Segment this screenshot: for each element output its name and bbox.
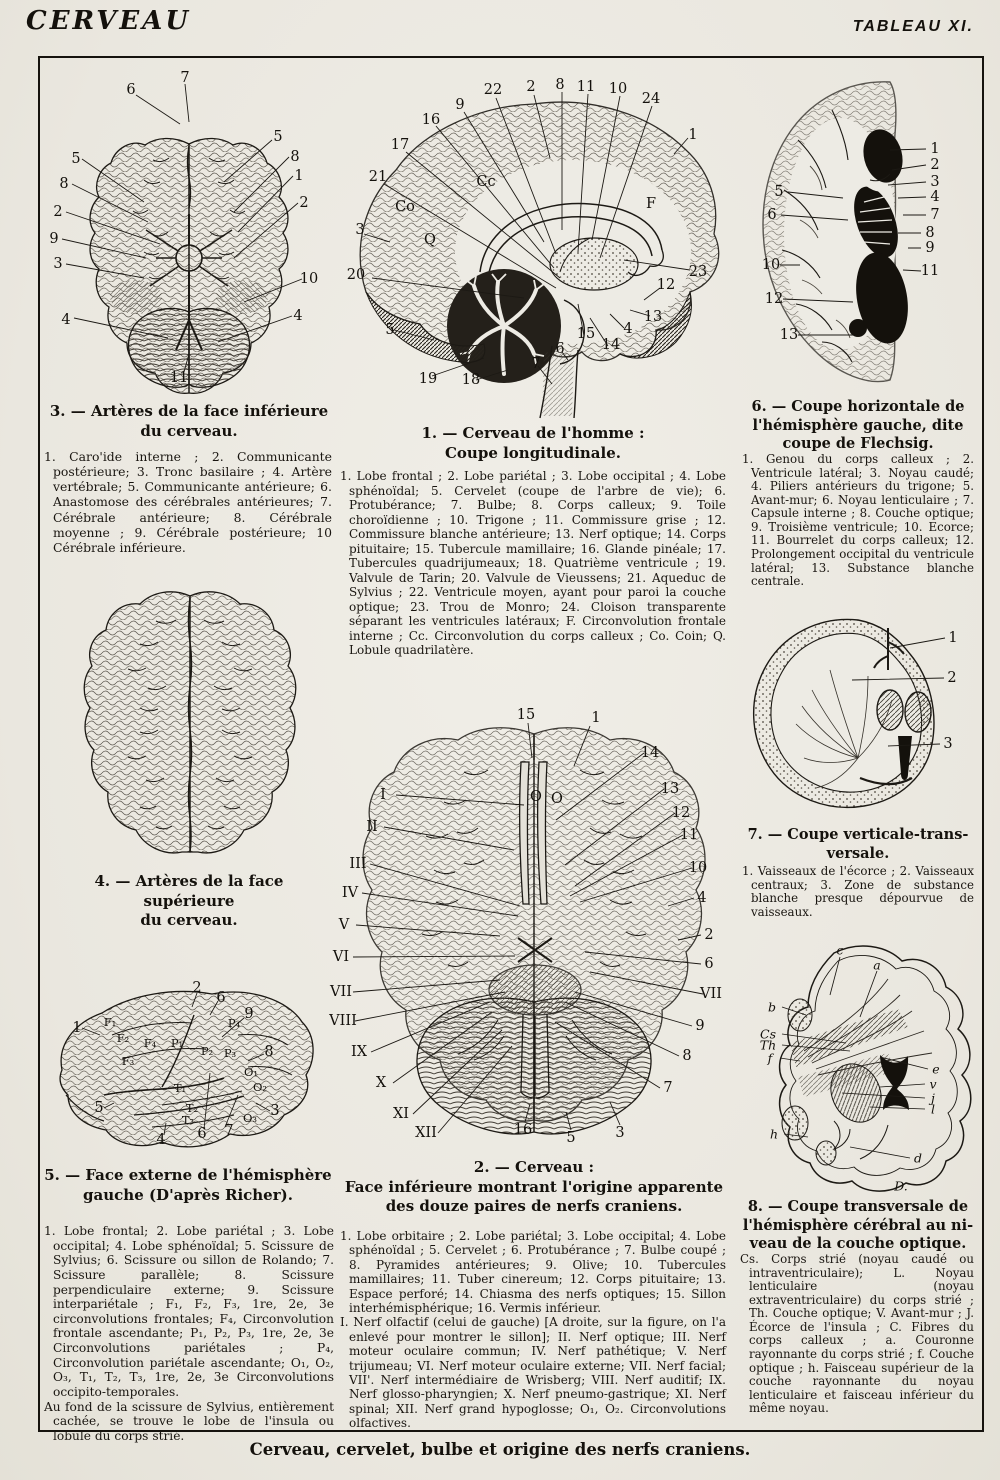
figure-label: F [645,196,657,212]
figure-label: 7 [531,356,541,372]
brain-superior-view-drawing [60,580,320,865]
figure-label: O₂ [252,1080,268,1094]
figure-label: 2 [53,204,63,220]
figure-label: v [929,1076,937,1092]
figure-label: O [551,791,563,807]
figure-label: 8 [59,176,69,192]
page-title: CERVEAU [26,6,192,36]
figure-label: 7 [180,70,190,86]
plate-bottom-caption: Cerveau, cervelet, bulbe et origine des nerfs craniens. [249,1440,751,1459]
figure-label: XI [392,1106,410,1122]
figure-label: 12 [656,277,676,293]
figure-7-illustration [740,608,978,820]
figure-label: 3 [270,1103,280,1119]
figure-label: l [931,1101,935,1117]
brain-transverse-section-drawing [738,935,978,1193]
figure-label: X [375,1075,387,1091]
figure-label: 18 [461,372,481,388]
figure-label: 15 [516,707,536,723]
figure-label: 2 [947,670,957,686]
figure-label: T₃ [181,1113,195,1127]
figure-3-legend [44,449,332,555]
text-line: 1. Lobe orbitaire ; 2. Lobe pariétal; 3. Lobe occipital; 4. Lobe sphénoïdal ; 5. Cervelet ; 6. Protubérance ; 7. Bulbe coupé ; 8. Pyramides antérieures; 9. Olive; 10. Tubercules mamillaires; 11. Tuber cinereum; 12. Corps pituitaire; 13. Espace perforé; 14. Chiasma des nerfs optiques; 15. Sillon interhémisphérique; 16. Vermis inférieur. [340,1229,726,1315]
figure-label: 5 [385,322,395,338]
figure-3-caption [48,402,330,441]
figure-label: 4 [697,890,707,906]
figure-label: 12 [764,291,784,307]
figure-label: 7 [930,207,940,223]
figure-label: Th [759,1037,777,1053]
figure-label: 3 [53,256,63,272]
figure-label: F₄ [143,1036,157,1050]
figure-label: O₃ [242,1111,258,1125]
text-line: du cerveau. [140,911,238,929]
figure-label: d [913,1150,923,1166]
figure-label: VII [700,986,722,1002]
figure-label: V [338,917,350,933]
figure-label: P₄ [227,1016,241,1030]
figure-label: F₂ [116,1031,130,1045]
text-line: 6. — Coupe horizontale de [751,398,965,415]
text-line: 2. — Cerveau : [473,1158,595,1176]
text-line: des douze paires de nerfs craniens. [385,1197,683,1215]
figure-7-legend [742,865,974,919]
figure-label: VIII [329,1013,357,1029]
figure-label: 12 [671,805,691,821]
figure-label: 2 [192,980,202,996]
figure-label: 1 [294,168,304,184]
figure-label: 9 [695,1018,705,1034]
figure-label: 10 [688,860,708,876]
figure-label: 1 [688,127,698,143]
figure-2-legend [340,1229,726,1430]
figure-label: IV [341,885,359,901]
figure-label: 11 [679,827,699,843]
figure-label: P₁ [170,1036,184,1050]
figure-5-legend [44,1224,334,1444]
text-line: 1. Caro'ide interne ; 2. Communicante postérieure; 3. Tronc basilaire ; 4. Artère vertébrale; 5. Communicante antérieure; 6. Anastomose des cérébrales antérieures; 7. Cérébrale antérieure; 8. Cérébrale moyenne ; 9. Cérébrale postérieure; 10 Cérébrale inférieure. [44,449,332,555]
figure-label: 5 [566,1130,576,1146]
figure-label: 8 [682,1048,692,1064]
figure-label: F₁ [103,1015,117,1029]
figure-label: 6 [767,207,777,223]
figure-label: 1 [930,141,940,157]
figure-1-caption [368,424,698,463]
figure-label: 9 [925,240,935,256]
figure-7-caption [742,826,974,863]
text-line: Au fond de la scissure de Sylvius, entièrement cachée, se trouve le lobe de l'insula ou lobule du corps strié. [44,1399,334,1443]
figure-label: 3 [943,736,953,752]
figure-label: VI [332,949,350,965]
figure-label: 4 [61,312,71,328]
text-line: 4. — Artères de la face supérieure [94,872,284,910]
figure-label: 16 [421,112,441,128]
figure-label: 9 [49,231,59,247]
figure-label: 13 [779,327,799,343]
figure-8-legend [740,1253,974,1416]
text-line: l'hémisphère gauche, dite [752,416,964,434]
text-line: gauche (D'après Richer). [83,1185,293,1204]
figure-label: 24 [641,91,661,107]
figure-5-illustration [42,975,334,1160]
figure-label: 3 [615,1125,625,1141]
figure-label: 4 [930,189,940,205]
figure-label: 8 [290,149,300,165]
text-line: 1. Lobe frontal ; 2. Lobe pariétal ; 3. Lobe occipital ; 4. Lobe sphénoïdal; 5. Cervelet (coupe de l'arbre de vie); 6. Protubérance; 7. Bulbe; 8. Corps calleux; 9. Toile choroïdienne ; 10. Trigone ; 11. Commissure grise ; 12. Commissure blanche antérieure; 13. Nerf optique; 14. Corps pituitaire; 15. Tubercule mamillaire; 16. Glande pinéale; 17. Tubercules quadrijumeaux; 18. Quatrième ventricule ; 19. Valvule de Tarin; 20. Valvule de Vieussens; 21. Aqueduc de Sylvius ; 22. Ventricule moyen, ayant pour paroi la couche optique; 23. Trou de Monro; 24. Cloison transparente séparant les ventricules latéraux; F. Circonvolution frontale interne ; Cc. Circonvolution du corps calleux ; Co. Coin; Q. Lobule quadrilatère. [340,469,726,658]
figure-label: 14 [601,337,621,353]
text-line: 3. — Artères de la face inférieure [49,402,329,420]
figure-label: 9 [455,97,465,113]
figure-label: 6 [216,990,226,1006]
figure-label: 13 [660,781,680,797]
plate-number: TABLEAU XI. [852,18,974,35]
figure-label: h [769,1126,779,1142]
figure-label: 5 [774,184,784,200]
figure-label: 6 [197,1126,207,1142]
figure-label: 20 [346,267,366,283]
figure-label: 11 [576,79,596,95]
figure-label: T₂ [185,1101,199,1115]
figure-label: Q [424,232,436,248]
figure-label: 6 [704,956,714,972]
figure-label: 8 [555,77,565,93]
figure-label: II [366,819,378,835]
text-line: coupe de Flechsig. [782,435,934,453]
text-line: versale. [826,844,890,862]
text-line: Coupe longitudinale. [444,443,621,462]
figure-4-caption [48,872,330,931]
figure-1-legend [340,469,726,658]
brain-lateral-view-drawing [42,975,334,1160]
brain-horizontal-section-drawing [740,70,980,392]
figure-label: XII [415,1125,437,1141]
figure-label: O₁ [243,1065,259,1079]
figure-label: 14 [640,745,660,761]
figure-label: 21 [368,169,388,185]
figure-label: P₃ [223,1046,237,1060]
figure-label: 3 [930,174,940,190]
figure-label: 4 [156,1132,166,1148]
text-line: 5. — Face externe de l'hémisphère [44,1166,332,1184]
figure-label: 22 [483,82,503,98]
figure-8-illustration [738,935,978,1193]
text-line: 1. Lobe frontal; 2. Lobe pariétal ; 3. Lobe occipital; 4. Lobe sphénoïdal; 5. Scissure de Sylvius; 6. Scissure ou sillon de Rolando; 7. Scissure parallèle; 8. Scissure perpendiculaire externe; 9. Scissure interpariétale ; F₁, F₂, F₃, 1re, 2e, 3e circonvolutions frontales; F₄, Circonvolution frontale ascendante; P₁, P₂, P₃, 1re, 2e, 3e Circonvolutions pariétales ; P₄, Circonvolution pariétale ascendante; O₁, O₂, O₃, T₁, T₂, T₃, 1re, 2e, 3e Circonvolutions occipito-temporales. [44,1224,334,1400]
figure-label: 10 [299,271,319,287]
figure-2-illustration [329,700,730,1150]
text-line: veau de la couche optique. [749,1235,967,1253]
figure-label: 2 [930,157,940,173]
figure-label: 17 [390,137,410,153]
figure-label: 4 [293,308,303,324]
figure-label: 19 [418,371,438,387]
figure-label: VII [330,984,352,1000]
figure-label: c [836,942,844,958]
brain-vertical-transverse-drawing [740,608,978,820]
figure-label: 2 [526,79,536,95]
brain-inferior-arteries-drawing [48,62,330,400]
figure-label: 23 [688,264,708,280]
figure-8-caption [740,1198,976,1254]
figure-label: 8 [264,1044,274,1060]
figure-6-illustration [740,70,980,392]
text-line: Face inférieure montrant l'origine apparente [344,1177,724,1196]
figure-label: F₃ [121,1054,135,1068]
figure-label: 11 [169,370,189,386]
text-line: I. Nerf olfactif (celui de gauche) [A droite, sur la figure, on l'a enlevé pour montrer le sillon]; II. Nerf optique; III. Nerf moteur oculaire commun; IV. Nerf pathétique; V. Nerf trijumeau; VI. Nerf moteur oculaire externe; VII. Nerf facial; VII'. Nerf intermédiaire de Wrisberg; VIII. Nerf auditif; IX. Nerf glosso-pharyngien; X. Nerf pneumo-gastrique; XI. Nerf spinal; XII. Nerf grand hypoglosse; O₁, O₂. Circonvolutions olfactives. [340,1315,726,1431]
figure-label: j [931,1090,935,1106]
text-line: Cs. Corps strié (noyau caudé ou intraventriculaire); L. Noyau lenticulaire (noyau extraventriculaire) du corps strié ; Th. Couche optique; V. Avant-mur ; J. Écorce de l'insula ; C. Fibres du corps calleux ; a. Couronne rayonnante du corps strié ; f. Couche optique ; h. Faisceau supérieur de la couche rayonnante du noyau lenticulaire et faisceau inférieur du même noyau. [740,1252,974,1416]
figure-label: 7 [663,1080,673,1096]
figure-label: III [349,856,367,872]
figure-6-legend [742,453,974,589]
text-line: 1. Vaisseaux de l'écorce ; 2. Vaisseaux centraux; 3. Zone de substance blanche presque dépourvue de vaisseaux. [742,864,974,919]
figure-label: a [873,957,881,973]
figure-label: 5 [71,151,81,167]
figure-label: 3 [355,222,365,238]
text-line: du cerveau. [140,421,238,440]
figure-label: Co [395,199,415,215]
figure-label: b [767,999,777,1015]
figure-6-caption [742,398,974,454]
figure-label: D. [894,1178,908,1194]
figure-label: Cs [760,1026,776,1042]
figure-1-illustration [338,62,730,420]
figure-5-caption [42,1166,334,1205]
figure-label: O [530,789,542,805]
figure-label: 1 [591,710,601,726]
figure-4-illustration [60,580,320,865]
figure-label: 8 [925,225,935,241]
figure-label: 2 [704,927,714,943]
figure-2-caption [338,1158,730,1217]
figure-label: f [767,1050,773,1066]
figure-label: 10 [608,81,628,97]
figure-label: 7 [224,1123,234,1139]
figure-label: 6 [126,82,136,98]
figure-label: 1 [72,1020,82,1036]
figure-label: 15 [576,326,596,342]
figure-3-illustration [48,62,330,400]
figure-label: 9 [244,1006,254,1022]
text-line: l'hémisphère cérébral au ni- [742,1216,974,1234]
figure-label: I [380,787,386,803]
figure-label: P₂ [200,1044,214,1058]
text-line: 8. — Coupe transversale de [747,1198,969,1215]
figure-label: 5 [94,1100,104,1116]
figure-label: 2 [299,195,309,211]
text-line: 1. Genou du corps calleux ; 2. Ventricule latéral; 3. Noyau caudé; 4. Piliers antérieurs du trigone; 5. Avant-mur; 6. Noyau lenticulaire ; 7. Capsule interne ; 8. Couche optique; 9. Troisième ventricule; 10. Ecorce; 11. Bourrelet du corps calleux; 12. Prolongement occipital du ventricule latéral; 13. Substance blanche centrale. [742,452,974,589]
figure-label: 4 [623,321,633,337]
figure-label: 10 [761,257,781,273]
figure-label: 13 [643,309,663,325]
figure-label: 6 [555,341,565,357]
text-line: 1. — Cerveau de l'homme : [421,424,645,442]
figure-label: e [932,1061,940,1077]
figure-label: Cc [476,174,496,190]
figure-label: 5 [273,129,283,145]
figure-label: 1 [948,630,958,646]
text-line: 7. — Coupe verticale-trans- [747,826,969,843]
figure-label: T₁ [173,1081,187,1095]
figure-label: 16 [513,1122,533,1138]
figure-label: IX [350,1044,368,1060]
figure-label: 11 [920,263,940,279]
